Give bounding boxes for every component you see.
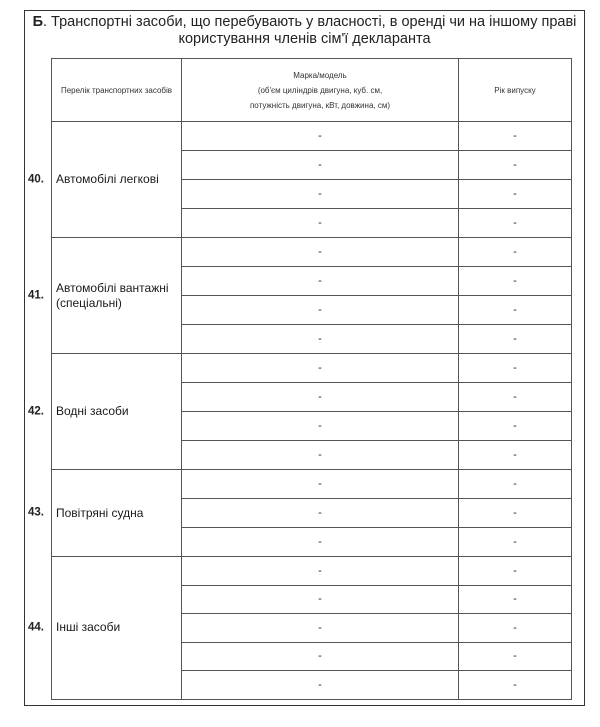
year-cell: - bbox=[459, 671, 572, 700]
model-cell: - bbox=[182, 180, 459, 209]
model-cell: - bbox=[182, 470, 459, 499]
category-label: Повітряні судна bbox=[56, 505, 144, 520]
column-header-model-line2: (об'єм циліндрів двигуна, куб. см, bbox=[257, 85, 383, 95]
row-number: 44. bbox=[28, 621, 44, 634]
column-header-model-line1: Марка/модель bbox=[293, 70, 347, 80]
column-header-year: Рік випуску bbox=[459, 59, 572, 122]
row-number: 40. bbox=[28, 173, 44, 185]
category-label: Автомобілі вантажні bbox=[56, 280, 169, 295]
section-title bbox=[24, 14, 585, 48]
category-label: Водні засоби bbox=[56, 404, 129, 418]
table-row bbox=[52, 557, 572, 586]
year-cell: - bbox=[459, 557, 572, 586]
model-cell: - bbox=[182, 528, 459, 557]
section-title-line1: . Транспортні засоби, що перебувають у власності, в оренді чи на іншому праві bbox=[43, 14, 577, 30]
model-cell: - bbox=[182, 642, 459, 671]
table-header-row bbox=[52, 59, 572, 122]
table-row bbox=[52, 238, 572, 267]
table-row bbox=[52, 354, 572, 383]
model-cell: - bbox=[182, 151, 459, 180]
category-label: Автомобілі легкові bbox=[56, 172, 159, 186]
section-title-line2: користування членів сім'ї декларанта bbox=[178, 31, 431, 47]
model-cell: - bbox=[182, 614, 459, 643]
column-header-model-line3: потужність двигуна, кВт, довжина, см) bbox=[249, 100, 391, 110]
year-cell: - bbox=[459, 122, 572, 151]
category-label-line2: (спеціальні) bbox=[56, 295, 122, 310]
year-cell: - bbox=[459, 441, 572, 470]
year-cell: - bbox=[459, 614, 572, 643]
year-cell: - bbox=[459, 383, 572, 412]
year-cell: - bbox=[459, 209, 572, 238]
year-cell: - bbox=[459, 528, 572, 557]
year-cell: - bbox=[459, 354, 572, 383]
model-cell: - bbox=[182, 671, 459, 700]
category-cell bbox=[28, 122, 182, 238]
model-cell: - bbox=[182, 441, 459, 470]
table-row bbox=[52, 122, 572, 151]
column-header-category: Перелік транспортних засобів bbox=[52, 59, 182, 122]
model-cell: - bbox=[182, 412, 459, 441]
category-cell bbox=[28, 470, 182, 557]
year-cell: - bbox=[459, 267, 572, 296]
year-cell: - bbox=[459, 499, 572, 528]
model-cell: - bbox=[182, 267, 459, 296]
vehicles-table bbox=[28, 58, 572, 700]
category-label: Інші засоби bbox=[56, 620, 121, 635]
category-cell bbox=[28, 557, 182, 700]
model-cell: - bbox=[182, 238, 459, 267]
table-body bbox=[28, 122, 572, 700]
year-cell: - bbox=[459, 296, 572, 325]
row-number: 43. bbox=[28, 506, 44, 519]
category-cell bbox=[28, 354, 182, 470]
year-cell: - bbox=[459, 325, 572, 354]
model-cell: - bbox=[182, 383, 459, 412]
row-number: 41. bbox=[28, 289, 44, 301]
year-cell: - bbox=[459, 585, 572, 614]
row-number: 42. bbox=[28, 405, 44, 417]
year-cell: - bbox=[459, 151, 572, 180]
model-cell: - bbox=[182, 557, 459, 586]
year-cell: - bbox=[459, 642, 572, 671]
model-cell: - bbox=[182, 296, 459, 325]
model-cell: - bbox=[182, 325, 459, 354]
year-cell: - bbox=[459, 412, 572, 441]
table-row bbox=[52, 470, 572, 499]
category-cell bbox=[28, 238, 182, 354]
year-cell: - bbox=[459, 238, 572, 267]
model-cell: - bbox=[182, 122, 459, 151]
year-cell: - bbox=[459, 470, 572, 499]
model-cell: - bbox=[182, 354, 459, 383]
model-cell: - bbox=[182, 585, 459, 614]
model-cell: - bbox=[182, 209, 459, 238]
model-cell: - bbox=[182, 499, 459, 528]
section-letter: Б bbox=[32, 14, 43, 30]
year-cell: - bbox=[459, 180, 572, 209]
column-header-model bbox=[182, 59, 459, 122]
